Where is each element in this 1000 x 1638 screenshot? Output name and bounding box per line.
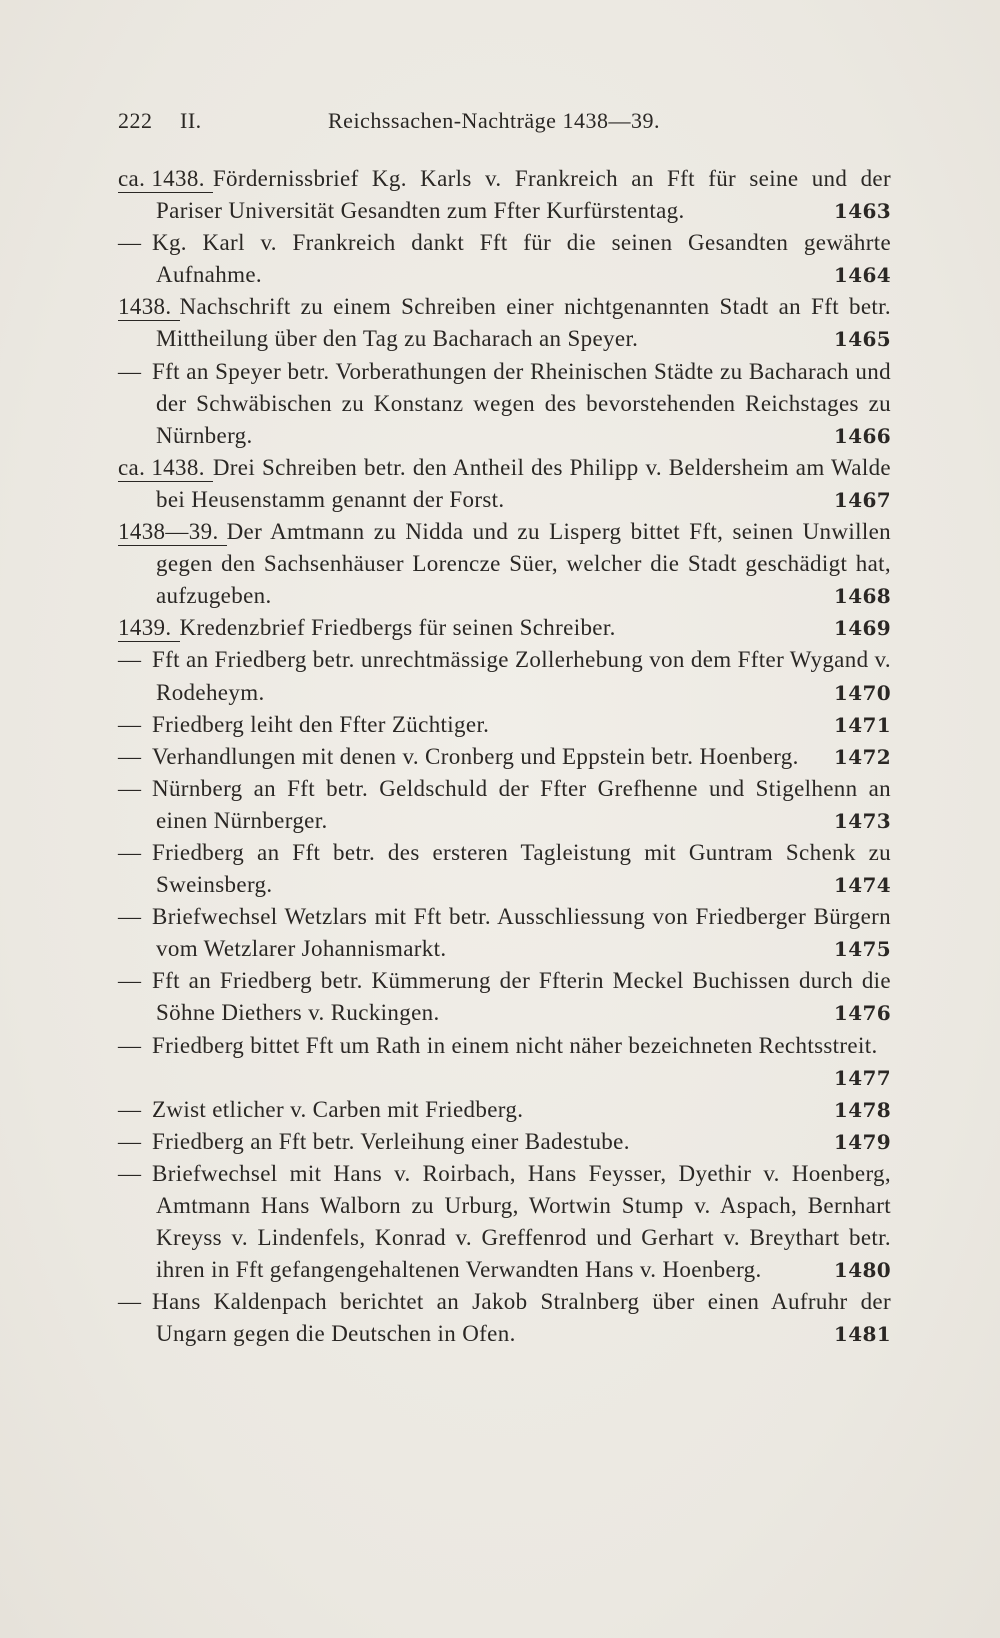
regest-entry [118, 1126, 891, 1158]
entry-text: Fördernissbrief Kg. Karls v. Frankreich an Fft für seine und der Pariser Universität Gesandten zum Ffter Kurfürstentag. [156, 166, 891, 224]
page-number: 222 [118, 108, 153, 133]
regest-entry [118, 1094, 891, 1126]
entry-number: 1474 [833, 873, 891, 898]
entry-number: 1480 [833, 1258, 891, 1283]
entry-text: Kg. Karl v. Frankreich dankt Fft für die seinen Gesandten gewährte Aufnahme. [152, 230, 891, 288]
entry-number: 1465 [833, 327, 891, 352]
entry-date: ca. 1438. [118, 166, 213, 193]
regest-entry [118, 644, 891, 708]
entry-number: 1468 [833, 584, 891, 609]
regest-entry [118, 965, 891, 1029]
entry-dash: — [118, 904, 142, 930]
entry-dash: — [118, 230, 142, 256]
regest-entry [118, 1158, 891, 1286]
regest-entry [118, 709, 891, 741]
entry-text: Fft an Friedberg betr. unrechtmässige Zollerhebung von dem Ffter Wygand v. Rodeheym. [152, 647, 891, 705]
regest-entry [118, 227, 891, 291]
entry-text: Drei Schreiben betr. den Antheil des Philipp v. Beldersheim am Walde bei Heusenstamm genannt der Forst. [156, 454, 891, 512]
entry-text: Friedberg leiht den Ffter Züchtiger. [152, 711, 490, 737]
entry-number: 1471 [833, 712, 891, 737]
regest-entry [118, 356, 891, 452]
regest-entry [118, 901, 891, 965]
entry-text: Fft an Friedberg betr. Kümmerung der Ffterin Meckel Buchissen durch die Söhne Diethers v. Ruckingen. [152, 968, 891, 1026]
regest-entry [118, 1286, 891, 1350]
entry-dash: — [118, 1128, 142, 1154]
entry-number: 1477 [833, 1065, 891, 1090]
regest-entry [118, 1030, 891, 1094]
entry-text: Nachschrift zu einem Schreiben einer nichtgenannten Stadt an Fft betr. Mittheilung über den Tag zu Bacharach an Speyer. [156, 294, 891, 352]
section-label: II. [180, 108, 202, 133]
regest-entry [118, 837, 891, 901]
entry-text: Hans Kaldenpach berichtet an Jakob Stralnberg über einen Aufruhr der Ungarn gegen die Deutschen in Ofen. [152, 1289, 891, 1347]
entry-number: 1478 [833, 1097, 891, 1122]
entry-dash: — [118, 775, 142, 801]
entry-dash: — [118, 711, 142, 737]
entry-dash: — [118, 647, 142, 673]
entry-dash: — [118, 968, 142, 994]
entry-text: Nürnberg an Fft betr. Geldschuld der Ffter Grefhenne und Stigelhenn an einen Nürnberger. [152, 775, 891, 833]
regest-entry [118, 291, 891, 355]
entry-text: Der Amtmann zu Nidda und zu Lisperg bittet Fft, seinen Unwillen gegen den Sachsenhäuser Lorencze Süer, welcher die Stadt geschädigt hat, aufzugeben. [156, 519, 891, 609]
entry-date: ca. 1438. [118, 455, 213, 482]
entry-text: Fft an Speyer betr. Vorberathungen der Rheinischen Städte zu Bacharach und der Schwäbischen zu Konstanz wegen des bevorstehenden Reichstages zu Nürnberg. [152, 358, 891, 448]
entry-dash: — [118, 1096, 142, 1122]
entry-dash: — [118, 1160, 142, 1186]
entry-text: Zwist etlicher v. Carben mit Friedberg. [152, 1096, 524, 1122]
running-header [118, 108, 898, 144]
regest-entry [118, 452, 891, 516]
entry-text: Friedberg bittet Fft um Rath in einem nicht näher bezeichneten Rechtsstreit. [152, 1032, 878, 1058]
entry-text: Friedberg an Fft betr. des ersteren Tagleistung mit Guntram Schenk zu Sweinsberg. [152, 839, 891, 898]
entry-dash: — [118, 1032, 142, 1058]
entry-number: 1470 [833, 680, 891, 705]
entry-dash: — [118, 839, 142, 865]
entry-number: 1473 [833, 808, 891, 833]
entry-number: 1463 [833, 199, 891, 224]
entry-dash: — [118, 358, 142, 384]
entry-number: 1475 [833, 937, 891, 962]
entry-text: Briefwechsel Wetzlars mit Fft betr. Ausschliessung von Friedberger Bürgern vom Wetzlarer Johannismarkt. [152, 904, 891, 962]
entry-number: 1472 [833, 744, 891, 769]
entry-number: 1466 [833, 423, 891, 448]
regest-entry [118, 612, 891, 644]
entry-date: 1439. [118, 615, 180, 642]
entry-dash: — [118, 743, 142, 769]
regest-entry [118, 516, 891, 612]
entry-number: 1481 [833, 1322, 891, 1347]
entry-number: 1469 [833, 616, 891, 641]
entry-text: Friedberg an Fft betr. Verleihung einer Badestube. [152, 1128, 630, 1154]
regest-entry [118, 163, 891, 227]
entry-text: Verhandlungen mit denen v. Cronberg und Eppstein betr. Hoenberg. [152, 743, 799, 769]
regest-entry [118, 741, 891, 773]
regest-entry [118, 773, 891, 837]
entry-number: 1476 [833, 1001, 891, 1026]
entry-dash: — [118, 1289, 142, 1315]
entry-date: 1438. [118, 294, 180, 321]
entry-number: 1464 [833, 263, 891, 288]
header-title: Reichssachen-Nachträge 1438—39. [328, 108, 660, 133]
entry-date: 1438—39. [118, 519, 227, 546]
entry-text: Kredenzbrief Friedbergs für seinen Schreiber. [179, 615, 616, 641]
regest-list [118, 163, 891, 1350]
entry-number: 1479 [833, 1129, 891, 1154]
entry-text: Briefwechsel mit Hans v. Roirbach, Hans Feysser, Dyethir v. Hoenberg, Amtmann Hans Walborn zu Urburg, Wortwin Stump v. Aspach, Bernhart Kreyss v. Lindenfels, Konrad v. Greffenrod und Gerhart v. Breythart betr. ihren in Fft gefangengehaltenen Verwandten Hans v. Hoenberg. [152, 1160, 891, 1283]
entry-number: 1467 [833, 487, 891, 512]
